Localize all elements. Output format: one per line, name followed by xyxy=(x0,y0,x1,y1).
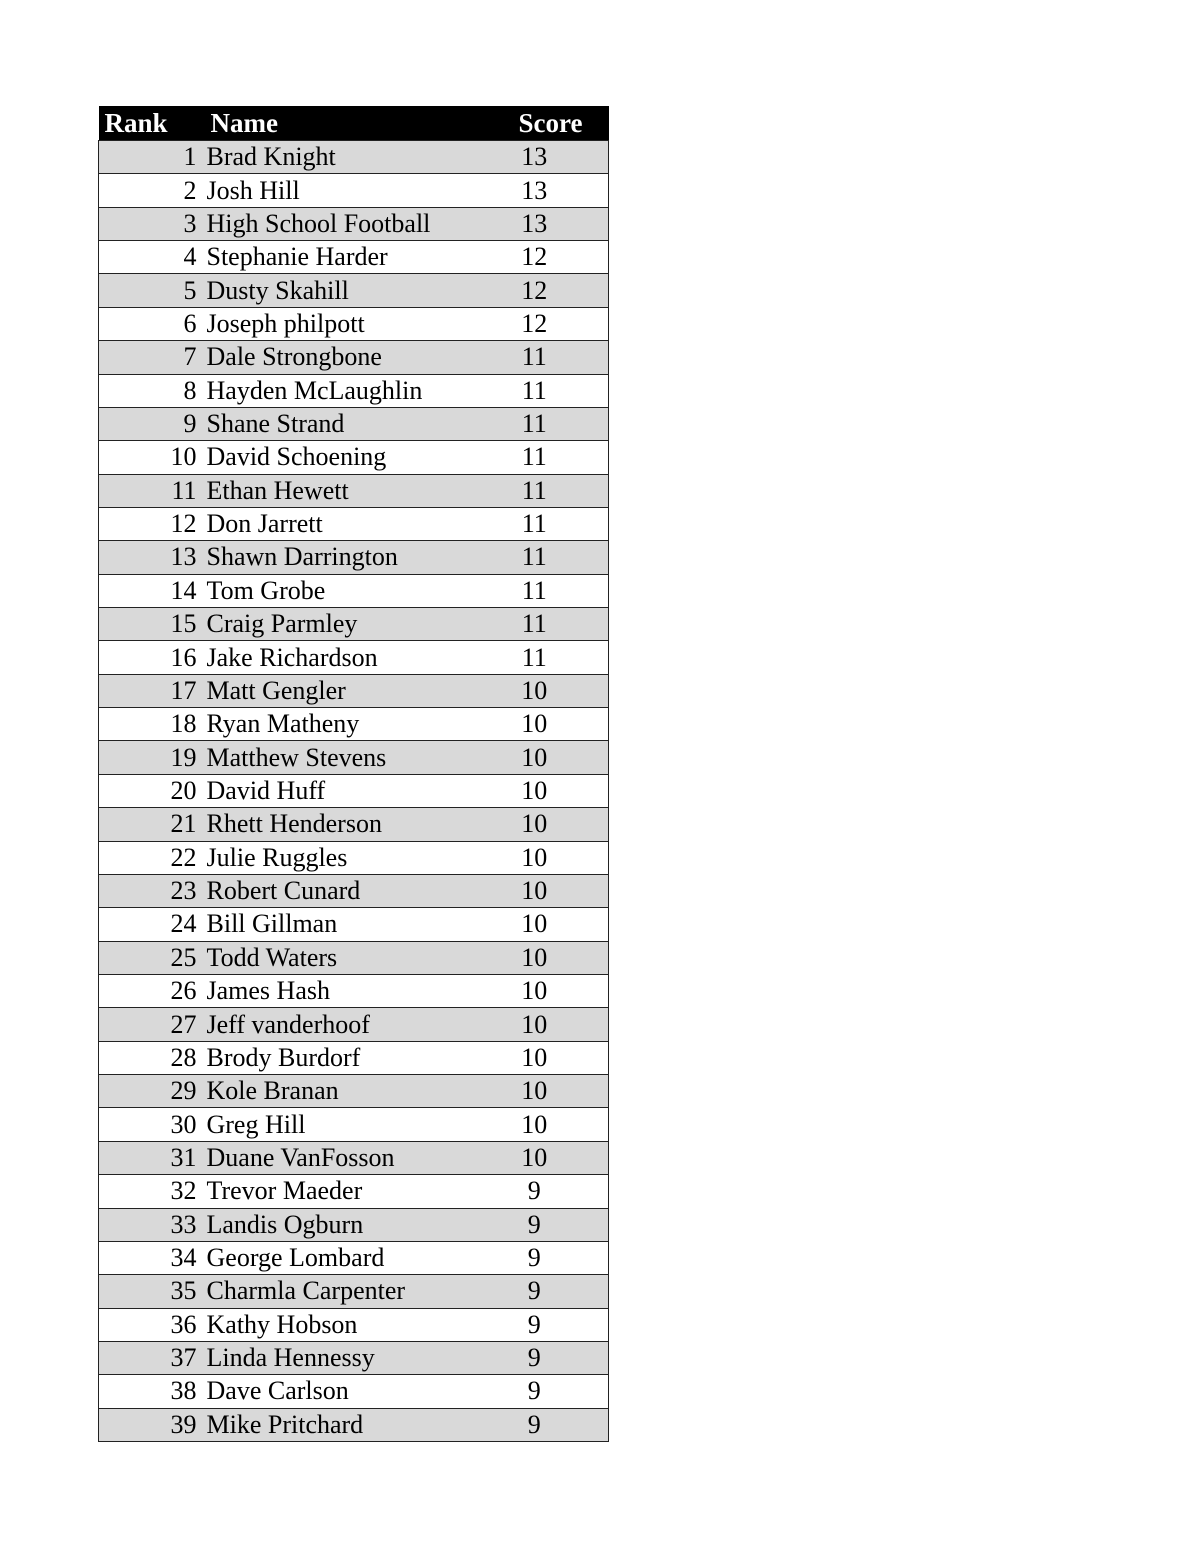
score-cell: 10 xyxy=(493,808,609,841)
table-row xyxy=(99,608,609,641)
rank-cell: 39 xyxy=(99,1408,205,1441)
rank-cell: 8 xyxy=(99,374,205,407)
name-cell: Matthew Stevens xyxy=(205,741,493,774)
score-cell: 9 xyxy=(493,1175,609,1208)
score-cell: 10 xyxy=(493,908,609,941)
table-row xyxy=(99,1341,609,1374)
table-row xyxy=(99,341,609,374)
score-cell: 13 xyxy=(493,141,609,174)
table-row xyxy=(99,1241,609,1274)
score-cell: 10 xyxy=(493,674,609,707)
rank-cell: 19 xyxy=(99,741,205,774)
rank-cell: 5 xyxy=(99,274,205,307)
score-cell: 11 xyxy=(493,407,609,440)
rank-cell: 23 xyxy=(99,874,205,907)
name-cell: George Lombard xyxy=(205,1241,493,1274)
name-cell: Brody Burdorf xyxy=(205,1041,493,1074)
rank-cell: 27 xyxy=(99,1008,205,1041)
name-cell: Jake Richardson xyxy=(205,641,493,674)
rank-cell: 34 xyxy=(99,1241,205,1274)
name-cell: Dusty Skahill xyxy=(205,274,493,307)
score-cell: 11 xyxy=(493,341,609,374)
name-cell: Kathy Hobson xyxy=(205,1308,493,1341)
rank-cell: 24 xyxy=(99,908,205,941)
rank-cell: 15 xyxy=(99,608,205,641)
table-row xyxy=(99,774,609,807)
rank-cell: 37 xyxy=(99,1341,205,1374)
score-cell: 10 xyxy=(493,708,609,741)
score-cell: 10 xyxy=(493,741,609,774)
table-row xyxy=(99,874,609,907)
rank-cell: 9 xyxy=(99,407,205,440)
name-cell: Charmla Carpenter xyxy=(205,1275,493,1308)
name-cell: Craig Parmley xyxy=(205,608,493,641)
rank-cell: 10 xyxy=(99,441,205,474)
name-cell: Ethan Hewett xyxy=(205,474,493,507)
header-row xyxy=(99,106,609,141)
table-row xyxy=(99,1108,609,1141)
name-cell: David Schoening xyxy=(205,441,493,474)
rank-cell: 30 xyxy=(99,1108,205,1141)
table-row xyxy=(99,974,609,1007)
score-cell: 10 xyxy=(493,1075,609,1108)
score-cell: 9 xyxy=(493,1241,609,1274)
table-row xyxy=(99,1075,609,1108)
rank-cell: 2 xyxy=(99,174,205,207)
score-cell: 11 xyxy=(493,507,609,540)
table-row xyxy=(99,741,609,774)
rank-cell: 11 xyxy=(99,474,205,507)
score-cell: 11 xyxy=(493,441,609,474)
table-row xyxy=(99,274,609,307)
rank-cell: 22 xyxy=(99,841,205,874)
name-cell: Stephanie Harder xyxy=(205,241,493,274)
rank-cell: 4 xyxy=(99,241,205,274)
table-row xyxy=(99,674,609,707)
name-cell: Mike Pritchard xyxy=(205,1408,493,1441)
name-cell: Ryan Matheny xyxy=(205,708,493,741)
table-row xyxy=(99,407,609,440)
table-row xyxy=(99,641,609,674)
rank-cell: 16 xyxy=(99,641,205,674)
table-row xyxy=(99,1408,609,1441)
rank-cell: 36 xyxy=(99,1308,205,1341)
rank-cell: 18 xyxy=(99,708,205,741)
name-cell: Joseph philpott xyxy=(205,307,493,340)
rank-cell: 12 xyxy=(99,507,205,540)
table-row xyxy=(99,1308,609,1341)
table-row xyxy=(99,174,609,207)
name-cell: Greg Hill xyxy=(205,1108,493,1141)
name-cell: Rhett Henderson xyxy=(205,808,493,841)
rank-cell: 31 xyxy=(99,1141,205,1174)
rank-cell: 14 xyxy=(99,574,205,607)
table-row xyxy=(99,808,609,841)
table-row xyxy=(99,1208,609,1241)
table-row xyxy=(99,374,609,407)
rank-cell: 20 xyxy=(99,774,205,807)
table-row xyxy=(99,941,609,974)
name-cell: Todd Waters xyxy=(205,941,493,974)
table-row xyxy=(99,574,609,607)
score-cell: 11 xyxy=(493,574,609,607)
table-row xyxy=(99,1275,609,1308)
table-row xyxy=(99,541,609,574)
name-cell: Jeff vanderhoof xyxy=(205,1008,493,1041)
name-cell: Don Jarrett xyxy=(205,507,493,540)
name-cell: Trevor Maeder xyxy=(205,1175,493,1208)
table-row xyxy=(99,507,609,540)
table-body xyxy=(99,141,609,1442)
score-cell: 9 xyxy=(493,1275,609,1308)
name-cell: Hayden McLaughlin xyxy=(205,374,493,407)
table-row xyxy=(99,708,609,741)
rank-cell: 38 xyxy=(99,1375,205,1408)
score-cell: 12 xyxy=(493,274,609,307)
rank-cell: 26 xyxy=(99,974,205,1007)
score-column-header: Score xyxy=(493,106,609,141)
table-row xyxy=(99,1041,609,1074)
rank-cell: 25 xyxy=(99,941,205,974)
rank-cell: 28 xyxy=(99,1041,205,1074)
score-cell: 11 xyxy=(493,474,609,507)
rank-column-header: Rank xyxy=(99,106,205,141)
score-cell: 10 xyxy=(493,974,609,1007)
table-row xyxy=(99,1141,609,1174)
score-cell: 13 xyxy=(493,207,609,240)
name-cell: David Huff xyxy=(205,774,493,807)
table-row xyxy=(99,908,609,941)
name-column-header: Name xyxy=(205,106,493,141)
score-cell: 9 xyxy=(493,1208,609,1241)
name-cell: Dave Carlson xyxy=(205,1375,493,1408)
rank-cell: 7 xyxy=(99,341,205,374)
table-row xyxy=(99,1375,609,1408)
name-cell: Robert Cunard xyxy=(205,874,493,907)
score-cell: 10 xyxy=(493,1008,609,1041)
name-cell: Duane VanFosson xyxy=(205,1141,493,1174)
table-row xyxy=(99,441,609,474)
score-cell: 10 xyxy=(493,774,609,807)
name-cell: James Hash xyxy=(205,974,493,1007)
table-row xyxy=(99,141,609,174)
score-cell: 11 xyxy=(493,608,609,641)
rank-cell: 35 xyxy=(99,1275,205,1308)
name-cell: Matt Gengler xyxy=(205,674,493,707)
score-cell: 9 xyxy=(493,1375,609,1408)
table-row xyxy=(99,207,609,240)
name-cell: Josh Hill xyxy=(205,174,493,207)
score-cell: 11 xyxy=(493,374,609,407)
score-cell: 9 xyxy=(493,1308,609,1341)
name-cell: Kole Branan xyxy=(205,1075,493,1108)
name-cell: Tom Grobe xyxy=(205,574,493,607)
score-cell: 11 xyxy=(493,641,609,674)
standings-table xyxy=(98,106,609,1442)
score-cell: 11 xyxy=(493,541,609,574)
name-cell: Shawn Darrington xyxy=(205,541,493,574)
rank-cell: 3 xyxy=(99,207,205,240)
rank-cell: 29 xyxy=(99,1075,205,1108)
rank-cell: 32 xyxy=(99,1175,205,1208)
rank-cell: 21 xyxy=(99,808,205,841)
score-cell: 10 xyxy=(493,1041,609,1074)
score-cell: 9 xyxy=(493,1341,609,1374)
name-cell: Brad Knight xyxy=(205,141,493,174)
name-cell: Linda Hennessy xyxy=(205,1341,493,1374)
name-cell: Dale Strongbone xyxy=(205,341,493,374)
score-cell: 12 xyxy=(493,307,609,340)
table-row xyxy=(99,841,609,874)
score-cell: 9 xyxy=(493,1408,609,1441)
table-row xyxy=(99,307,609,340)
score-cell: 10 xyxy=(493,874,609,907)
rank-cell: 17 xyxy=(99,674,205,707)
name-cell: Shane Strand xyxy=(205,407,493,440)
table-row xyxy=(99,1008,609,1041)
score-cell: 10 xyxy=(493,841,609,874)
name-cell: Landis Ogburn xyxy=(205,1208,493,1241)
rank-cell: 6 xyxy=(99,307,205,340)
name-cell: Julie Ruggles xyxy=(205,841,493,874)
table-row xyxy=(99,474,609,507)
rank-cell: 1 xyxy=(99,141,205,174)
table-row xyxy=(99,241,609,274)
name-cell: High School Football xyxy=(205,207,493,240)
score-cell: 10 xyxy=(493,1141,609,1174)
score-cell: 10 xyxy=(493,1108,609,1141)
name-cell: Bill Gillman xyxy=(205,908,493,941)
score-cell: 13 xyxy=(493,174,609,207)
score-cell: 12 xyxy=(493,241,609,274)
rank-cell: 33 xyxy=(99,1208,205,1241)
score-cell: 10 xyxy=(493,941,609,974)
table-header xyxy=(99,106,609,141)
table-row xyxy=(99,1175,609,1208)
rank-cell: 13 xyxy=(99,541,205,574)
